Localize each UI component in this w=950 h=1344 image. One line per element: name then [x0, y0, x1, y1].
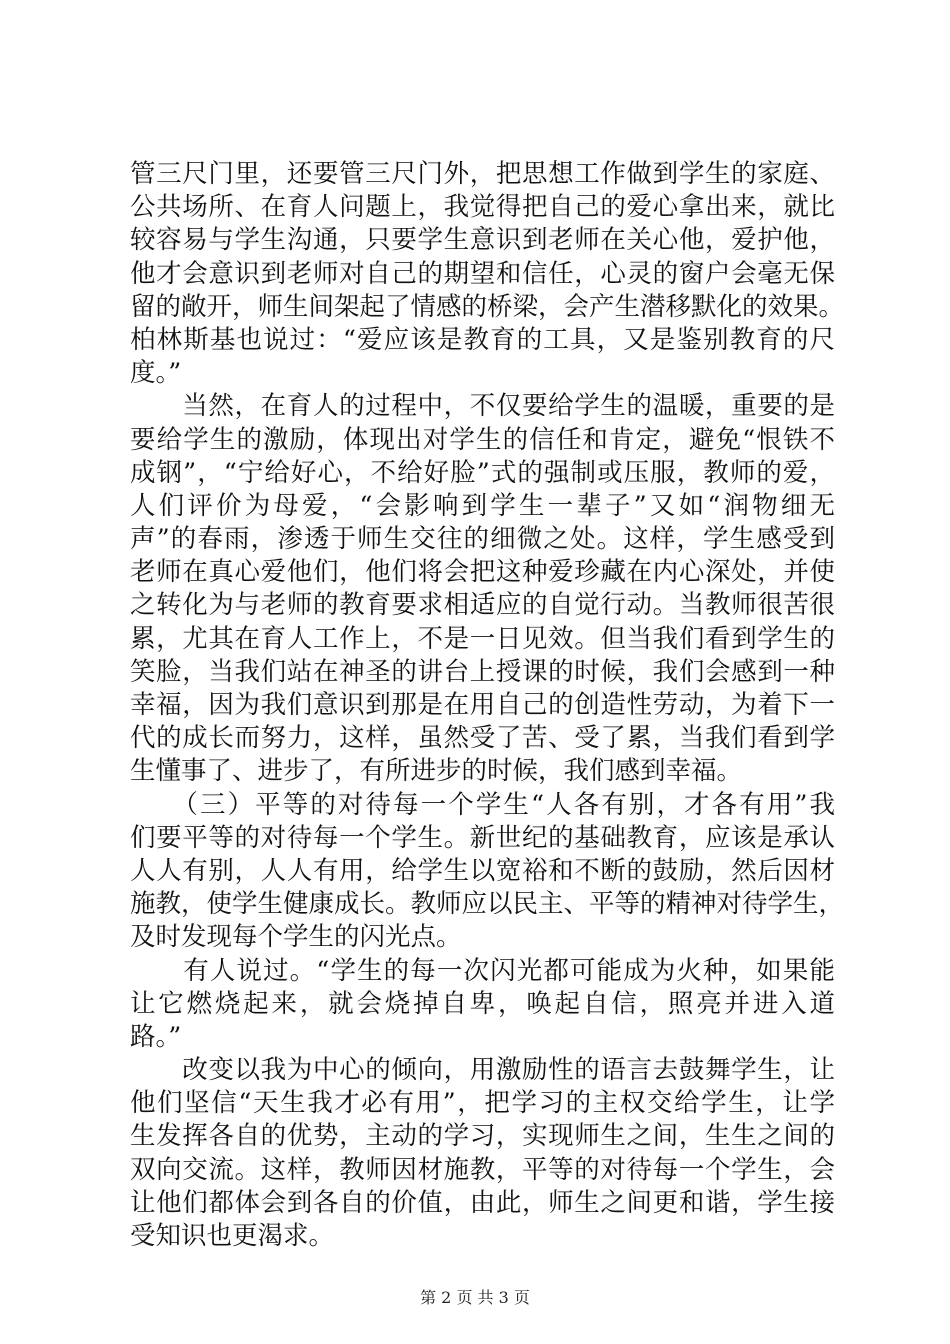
text-line: 改变以我为中心的倾向，用激励性的语言去鼓舞学生，让 [130, 1055, 835, 1086]
text-line: 柏林斯基也说过：“爱应该是教育的工具，又是鉴别教育的尺 [130, 324, 835, 355]
text-line: 让他们都体会到各自的价值，由此，师生之间更和谐，学生接 [130, 1187, 835, 1218]
text-line: 他们坚信“天生我才必有用”，把学习的主权交给学生，让学 [130, 1088, 835, 1119]
text-line: 幸福，因为我们意识到那是在用自己的创造性劳动，为着下一 [130, 690, 835, 720]
text-line: 之转化为与老师的教育要求相适应的自觉行动。当教师很苦很 [130, 590, 835, 621]
text-line: 生发挥各自的优势，主动的学习，实现师生之间，生生之间的 [130, 1121, 835, 1152]
text-line: 笑脸，当我们站在神圣的讲台上授课的时候，我们会感到一种 [130, 656, 835, 687]
text-line: （三）平等的对待每一个学生“人各有别，才各有用”我 [130, 789, 835, 820]
text-line: 及时发现每个学生的闪光点。 [130, 922, 462, 953]
text-line: 人人有别，人人有用，给学生以宽裕和不断的鼓励，然后因材 [130, 855, 835, 886]
text-line: 度。” [130, 358, 182, 389]
text-line: 老师在真心爱他们，他们将会把这种爱珍藏在内心深处，并使 [130, 557, 835, 588]
text-line: 受知识也更渴求。 [130, 1221, 335, 1251]
text-line: 生懂事了、进步了，有所进步的时候，我们感到幸福。 [130, 756, 743, 787]
text-line: 路。” [130, 1021, 182, 1052]
page-number-footer: 第 2 页 共 3 页 [420, 1288, 530, 1307]
text-line: 留的敞开，师生间架起了情感的桥梁，会产生潜移默化的效果。 [130, 291, 845, 322]
text-line: 较容易与学生沟通，只要学生意识到老师在关心他，爱护他， [130, 225, 835, 256]
text-line: 们要平等的对待每一个学生。新世纪的基础教育，应该是承认 [130, 822, 835, 853]
text-line: 公共场所、在育人问题上，我觉得把自己的爱心拿出来，就比 [130, 192, 835, 223]
text-line: 让它燃烧起来，就会烧掉自卑，唤起自信，照亮并进入道 [130, 988, 835, 1019]
text-line: 成钢”，“宁给好心，不给好脸”式的强制或压服，教师的爱， [130, 457, 835, 488]
text-line: 有人说过。“学生的每一次闪光都可能成为火种，如果能 [130, 955, 835, 986]
text-line: 人们评价为母爱，“会影响到学生一辈子”又如“润物细无 [130, 490, 835, 521]
text-line: 累，尤其在育人工作上，不是一日见效。但当我们看到学生的 [130, 623, 835, 654]
document-body [130, 158, 845, 1253]
text-line: 声”的春雨，渗透于师生交往的细微之处。这样，学生感受到 [130, 524, 835, 555]
text-line: 施教，使学生健康成长。教师应以民主、平等的精神对待学生， [130, 889, 845, 920]
text-line: 要给学生的激励，体现出对学生的信任和肯定，避免“恨铁不 [130, 424, 835, 455]
text-line: 代的成长而努力，这样，虽然受了苦、受了累，当我们看到学 [130, 723, 835, 754]
text-line: 管三尺门里，还要管三尺门外，把思想工作做到学生的家庭、 [130, 159, 835, 189]
text-line: 他才会意识到老师对自己的期望和信任，心灵的窗户会毫无保 [130, 258, 835, 289]
text-line: 双向交流。这样，教师因材施教，平等的对待每一个学生，会 [130, 1154, 835, 1185]
text-line: 当然，在育人的过程中，不仅要给学生的温暖，重要的是 [130, 391, 835, 422]
